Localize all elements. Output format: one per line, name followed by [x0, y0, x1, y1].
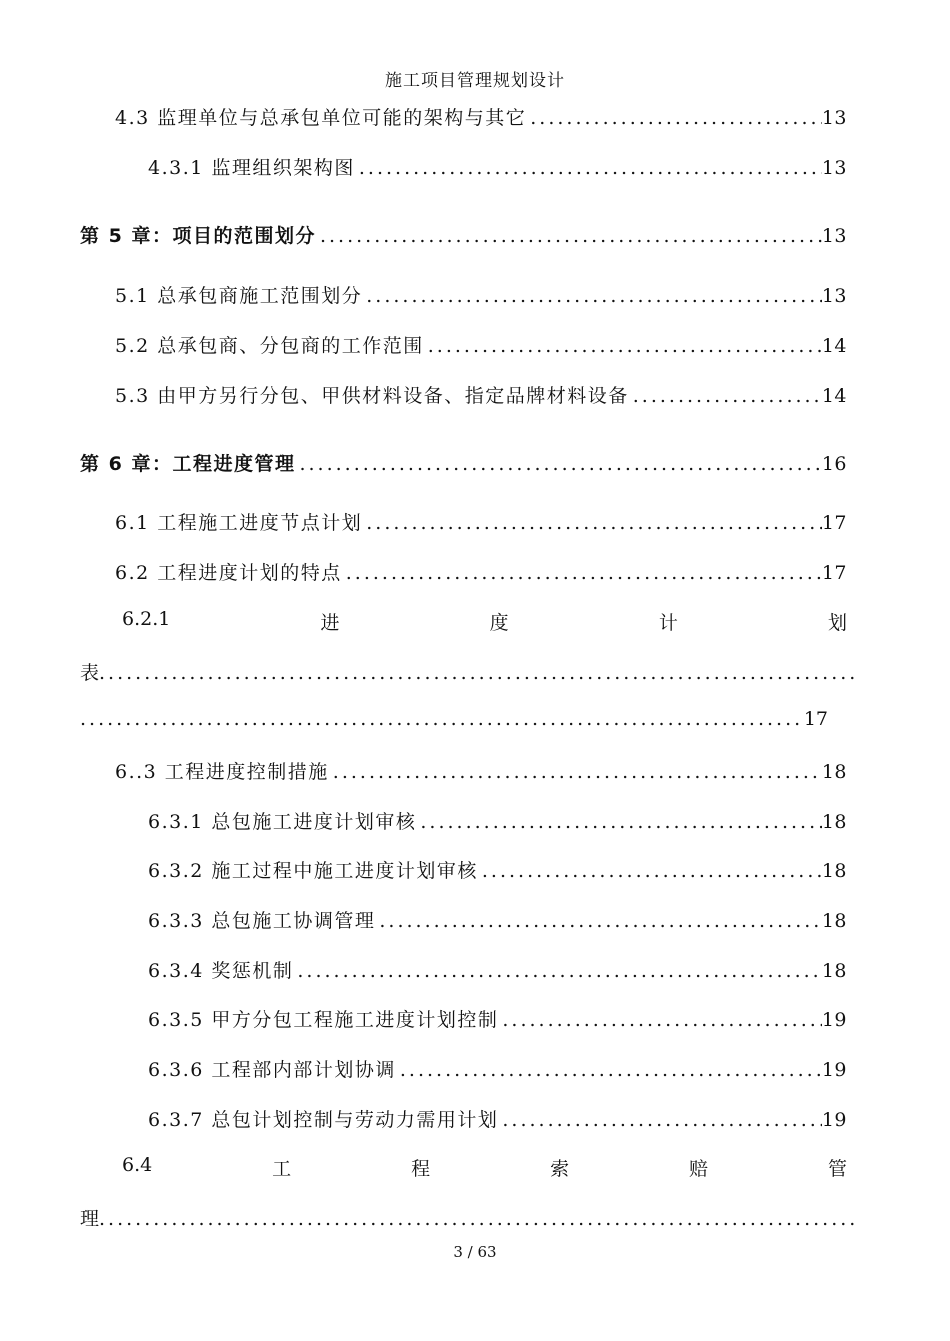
- toc-title-part: 6.2.1: [122, 608, 171, 630]
- toc-title-tail: 表: [80, 662, 100, 684]
- toc-title-tail: 理: [80, 1208, 100, 1230]
- toc-title-part: 6.4: [122, 1154, 153, 1176]
- toc-leader-dots: [498, 1009, 821, 1031]
- toc-entry-page: 17: [821, 562, 847, 584]
- toc-entry[interactable]: [148, 1055, 847, 1082]
- toc-entry-page: 18: [821, 811, 847, 833]
- toc-entry-page: 13: [821, 107, 847, 129]
- toc-title-part: 度: [489, 612, 509, 634]
- toc-leader-dots: [375, 910, 821, 932]
- toc-title-part: 划: [827, 612, 847, 634]
- toc-entry-title: 6.1 工程施工进度节点计划: [115, 512, 363, 534]
- toc-entry[interactable]: [148, 1005, 847, 1032]
- toc-entry[interactable]: [148, 1105, 847, 1132]
- toc-entry-title: 6.3.3 总包施工协调管理: [148, 910, 376, 932]
- toc-entry[interactable]: [148, 807, 847, 834]
- toc-entry-page: 13: [821, 285, 847, 307]
- toc-leader-dots: [99, 1208, 855, 1230]
- toc-entry[interactable]: [115, 381, 847, 408]
- toc-entry-title: 6.3.2 施工过程中施工进度计划审核: [148, 860, 478, 882]
- toc-entry-page: 19: [821, 1059, 847, 1081]
- toc-leader-dots: [329, 761, 822, 783]
- toc-leader-dots: [80, 708, 804, 730]
- toc-chapter-entry[interactable]: [80, 449, 847, 476]
- toc-leader-dots: [526, 107, 822, 129]
- toc-entry-page: 13: [821, 157, 847, 179]
- toc-entry[interactable]: [148, 153, 847, 180]
- toc-leader-dots: [498, 1109, 821, 1131]
- toc-entry-page: 19: [821, 1109, 847, 1131]
- toc-entry[interactable]: [115, 331, 847, 358]
- toc-entry-title: 第 6 章：工程进度管理: [80, 453, 296, 475]
- toc-entry-page: 17: [803, 708, 828, 730]
- toc-entry-title: 6.3.5 甲方分包工程施工进度计划控制: [148, 1009, 499, 1031]
- toc-entry[interactable]: [115, 103, 847, 130]
- toc-entry-justified[interactable]: [122, 1154, 847, 1181]
- toc-title-part: 程: [411, 1158, 431, 1180]
- toc-chapter-entry[interactable]: [80, 221, 847, 248]
- toc-entry[interactable]: [148, 856, 847, 883]
- toc-leader-dots: [362, 285, 822, 307]
- toc-entry-title: 6.3.7 总包计划控制与劳动力需用计划: [148, 1109, 499, 1131]
- toc-entry-page: 17: [821, 512, 847, 534]
- toc-entry-page: 13: [821, 225, 847, 247]
- toc-entry[interactable]: [148, 956, 847, 983]
- toc-leader-dots: [629, 385, 822, 407]
- toc-leader-dots: [424, 335, 822, 357]
- toc-leader-dots: [342, 562, 822, 584]
- toc-leader-dots: [478, 860, 822, 882]
- toc-title-part: 工: [272, 1158, 292, 1180]
- toc-entry-page: 14: [821, 335, 847, 357]
- toc-entry-title: 4.3.1 监理组织架构图: [148, 157, 355, 179]
- toc-leader-dots: [316, 225, 822, 247]
- toc-entry-title: 6.3.4 奖惩机制: [148, 960, 294, 982]
- toc-entry-title: 5.1 总承包商施工范围划分: [115, 285, 363, 307]
- toc-entry[interactable]: [115, 757, 847, 784]
- toc-leader-dots: [416, 811, 821, 833]
- toc-entry-title: 5.2 总承包商、分包商的工作范围: [115, 335, 424, 357]
- toc-title-part: 计: [658, 612, 678, 634]
- toc-title-part: 索: [550, 1158, 570, 1180]
- toc-entry-page: 18: [821, 860, 847, 882]
- toc-leader-dots: [396, 1059, 822, 1081]
- toc-entry-title: 第 5 章：项目的范围划分: [80, 225, 316, 247]
- toc-entry-page: 19: [821, 1009, 847, 1031]
- page-number: 3 / 63: [453, 1243, 497, 1261]
- toc-entry-page: 18: [821, 761, 847, 783]
- toc-entry[interactable]: [148, 906, 847, 933]
- toc-entry-title: 6..3 工程进度控制措施: [115, 761, 329, 783]
- toc-leader-dots: [355, 157, 822, 179]
- toc-leader-dots: [295, 453, 821, 475]
- toc-entry-title: 6.3.1 总包施工进度计划审核: [148, 811, 417, 833]
- toc-entry-continuation[interactable]: [80, 1204, 855, 1231]
- toc-entry[interactable]: [115, 508, 847, 535]
- toc-title-part: 进: [320, 612, 340, 634]
- toc-entry-page: 18: [821, 960, 847, 982]
- toc-entry[interactable]: [115, 558, 847, 585]
- toc-entry-title: 5.3 由甲方另行分包、甲供材料设备、指定品牌材料设备: [115, 385, 629, 407]
- toc-leader-dots: [362, 512, 822, 534]
- toc-entry-justified[interactable]: [122, 608, 847, 635]
- toc-entry-page: 18: [821, 910, 847, 932]
- toc-title-part: 赔: [689, 1158, 709, 1180]
- toc-entry-continuation[interactable]: [80, 708, 828, 730]
- toc-leader-dots: [99, 662, 855, 684]
- toc-entry-title: 6.3.6 工程部内部计划协调: [148, 1059, 396, 1081]
- toc-entry-page: 14: [821, 385, 847, 407]
- toc-entry-page: 16: [821, 453, 847, 475]
- toc-entry[interactable]: [115, 281, 847, 308]
- toc-entry-continuation[interactable]: [80, 658, 855, 685]
- page-header: 施工项目管理规划设计: [385, 71, 565, 91]
- toc-leader-dots: [293, 960, 821, 982]
- toc-title-part: 管: [827, 1158, 847, 1180]
- toc-entry-title: 4.3 监理单位与总承包单位可能的架构与其它: [115, 107, 527, 129]
- toc-entry-title: 6.2 工程进度计划的特点: [115, 562, 342, 584]
